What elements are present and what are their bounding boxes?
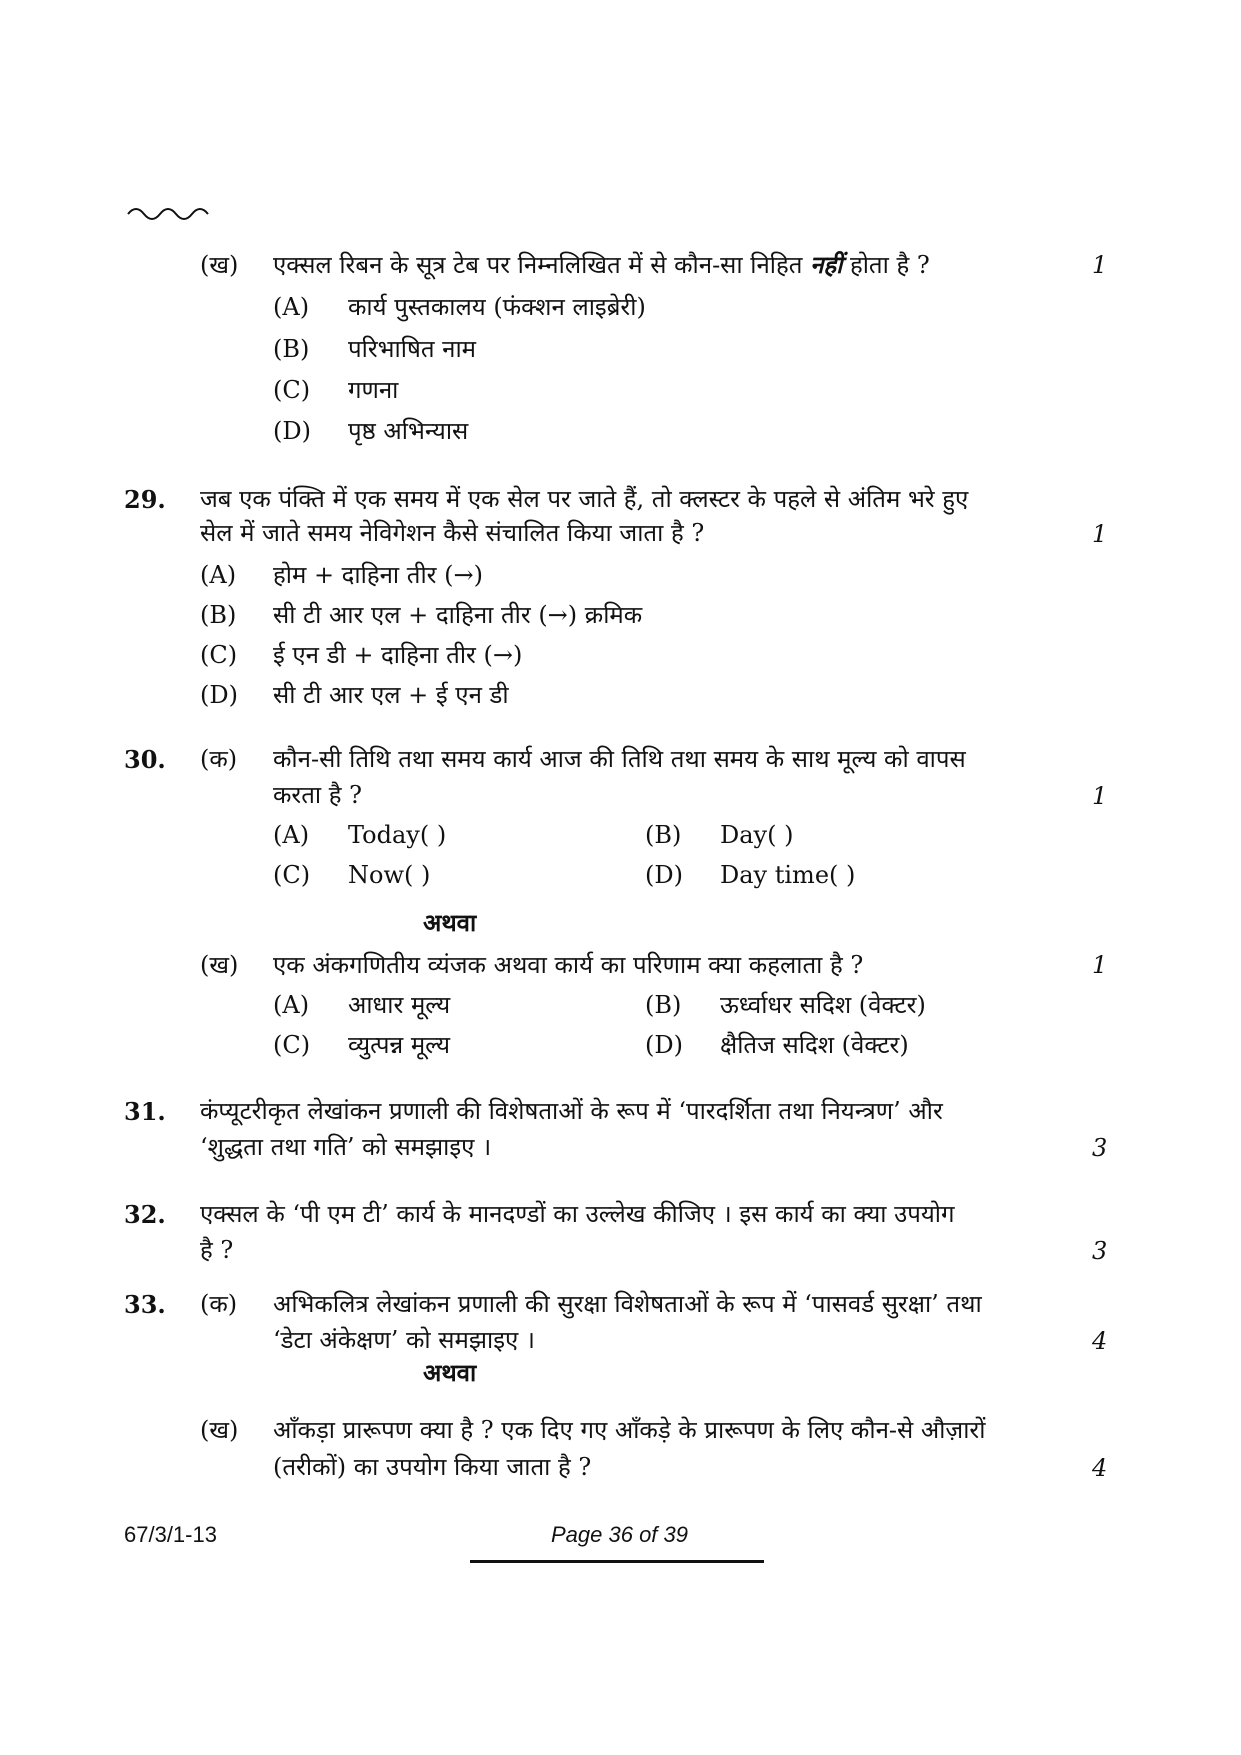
option-key: (B): [200, 601, 237, 629]
option-text: व्युत्पन्न मूल्य: [348, 1031, 451, 1059]
question-line: अभिकलित्र लेखांकन प्रणाली की सुरक्षा विशेषताओं के रूप में ‘पासवर्ड सुरक्षा’ तथा: [273, 1290, 982, 1318]
paper-code: 67/3/1-13: [124, 1522, 217, 1547]
question-line: आँकड़ा प्रारूपण क्या है ? एक दिए गए आँकड़े के प्रारूपण के लिए कौन-से औज़ारों: [273, 1416, 986, 1444]
marks: 3: [1092, 1237, 1108, 1265]
question-line: कौन-सी तिथि तथा समय कार्य आज की तिथि तथा समय के साथ मूल्य को वापस: [273, 745, 966, 773]
or-divider: अथवा: [423, 1358, 477, 1387]
question-line: एक्सल के ‘पी एम टी’ कार्य के मानदण्डों का उल्लेख कीजिए । इस कार्य का क्या उपयोग: [200, 1200, 955, 1228]
sub-label: (ख): [200, 251, 239, 279]
question-number: 33.: [124, 1290, 166, 1319]
marks: 1: [1092, 251, 1108, 279]
question-line: (तरीकों) का उपयोग किया जाता है ?: [273, 1453, 592, 1481]
option-text: Now( ): [348, 861, 431, 889]
marks: 1: [1092, 520, 1108, 548]
question-stem: एक्सल रिबन के सूत्र टेब पर निम्नलिखित में से कौन-सा निहित नहीं होता है ?: [273, 250, 930, 279]
option-key: (B): [645, 821, 682, 849]
question-line: कंप्यूटरीकृत लेखांकन प्रणाली की विशेषताओं के रूप में ‘पारदर्शिता तथा नियन्त्रण’ और: [200, 1097, 943, 1125]
marks: 4: [1092, 1327, 1108, 1355]
question-line: ‘डेटा अंकेक्षण’ को समझाइए ।: [273, 1326, 535, 1354]
or-divider: अथवा: [423, 908, 477, 937]
option-key: (D): [200, 681, 238, 709]
option-key: (D): [645, 861, 683, 889]
question-line: एक अंकगणितीय व्यंजक अथवा कार्य का परिणाम क्या कहलाता है ?: [273, 951, 864, 979]
question-line: है ?: [200, 1236, 234, 1264]
footer-rule: [470, 1560, 764, 1563]
option-key: (C): [200, 641, 238, 669]
marks: 3: [1092, 1134, 1108, 1162]
option-text: Today( ): [348, 821, 447, 849]
option-text: सी टी आर एल + दाहिना तीर (→) क्रमिक: [273, 601, 643, 629]
option-key: (A): [273, 821, 310, 849]
option-text: ऊर्ध्वाधर सदिश (वेक्टर): [720, 991, 926, 1019]
marks: 1: [1092, 782, 1108, 810]
option-text: परिभाषित नाम: [348, 335, 477, 363]
option-key: (A): [273, 293, 310, 321]
sub-label: (क): [200, 745, 238, 773]
option-key: (C): [273, 1031, 311, 1059]
option-key: (D): [273, 417, 311, 445]
question-line: करता है ?: [273, 781, 363, 809]
option-text: गणना: [348, 376, 399, 404]
question-number: 30.: [124, 745, 166, 774]
option-key: (A): [200, 561, 237, 589]
option-text: पृष्ठ अभिन्यास: [348, 417, 469, 445]
option-key: (B): [273, 335, 310, 363]
option-key: (C): [273, 376, 311, 404]
question-number: 32.: [124, 1200, 166, 1229]
option-text: सी टी आर एल + ई एन डी: [273, 681, 509, 709]
question-line: ‘शुद्धता तथा गति’ को समझाइए ।: [200, 1133, 492, 1161]
option-key: (A): [273, 991, 310, 1019]
option-text: Day time( ): [720, 861, 856, 889]
option-text: होम + दाहिना तीर (→): [273, 561, 483, 589]
option-key: (D): [645, 1031, 683, 1059]
sub-label: (ख): [200, 1416, 239, 1444]
option-key: (B): [645, 991, 682, 1019]
question-number: 31.: [124, 1097, 166, 1126]
wavy-mark-icon: [126, 202, 210, 224]
option-text: आधार मूल्य: [348, 991, 451, 1019]
marks: 1: [1092, 951, 1108, 979]
option-text: ई एन डी + दाहिना तीर (→): [273, 641, 523, 669]
question-number: 29.: [124, 485, 166, 514]
option-text: कार्य पुस्तकालय (फंक्शन लाइब्रेरी): [348, 293, 646, 321]
sub-label: (क): [200, 1290, 238, 1318]
question-line: जब एक पंक्ति में एक समय में एक सेल पर जाते हैं, तो क्लस्टर के पहले से अंतिम भरे हुए: [200, 485, 969, 513]
sub-label: (ख): [200, 951, 239, 979]
option-key: (C): [273, 861, 311, 889]
option-text: क्षैतिज सदिश (वेक्टर): [720, 1031, 909, 1059]
question-line: सेल में जाते समय नेविगेशन कैसे संचालित किया जाता है ?: [200, 519, 705, 547]
page-number: Page 36 of 39: [551, 1522, 689, 1547]
option-text: Day( ): [720, 821, 794, 849]
marks: 4: [1092, 1454, 1108, 1482]
